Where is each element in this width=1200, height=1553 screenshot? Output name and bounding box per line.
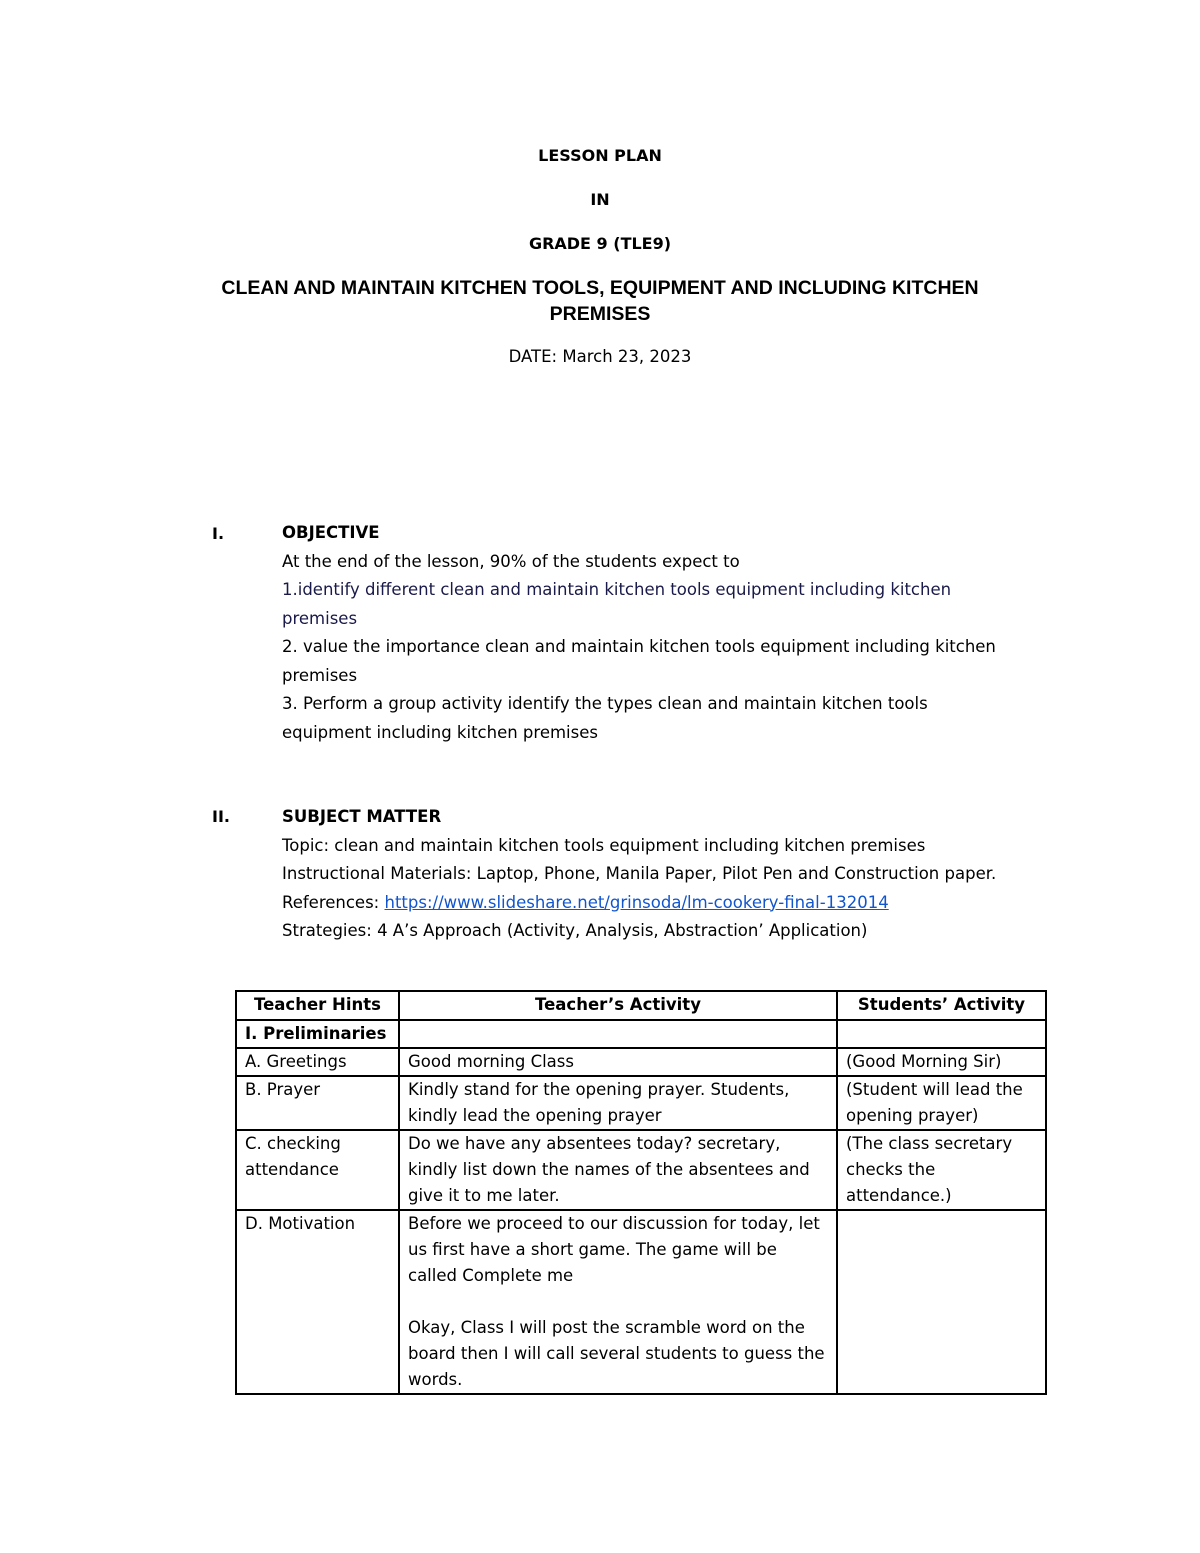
row-teacher-activity: Do we have any absentees today? secretary, kindly list down the names of the absentees and give it to me later.: [399, 1130, 837, 1210]
references-link[interactable]: https://www.slideshare.net/grinsoda/lm-cookery-final-132014: [384, 892, 889, 912]
subject-matter-heading: SUBJECT MATTER: [282, 807, 442, 826]
table-row: [236, 1076, 1046, 1130]
table-row: [236, 1130, 1046, 1210]
lesson-activity-table: [235, 990, 1047, 1395]
objective-numeral: I.: [212, 524, 225, 543]
objective-item-2-line1: 2. value the importance clean and maintain kitchen tools equipment including kitchen: [282, 637, 996, 656]
objective-item-3-line2: equipment including kitchen premises: [282, 722, 598, 742]
objective-intro: At the end of the lesson, 90% of the students expect to: [282, 551, 740, 571]
header-teacher-hints: Teacher Hints: [236, 991, 399, 1020]
row-hint: I. Preliminaries: [236, 1020, 399, 1048]
row-hint: A. Greetings: [236, 1048, 399, 1076]
row-hint: B. Prayer: [236, 1076, 399, 1130]
header-teachers-activity: Teacher’s Activity: [399, 991, 837, 1020]
header-students-activity: Students’ Activity: [837, 991, 1046, 1020]
row-students-activity: (The class secretary checks the attendance.): [837, 1130, 1046, 1210]
objective-heading: OBJECTIVE: [282, 523, 380, 542]
row-students-activity: (Good Morning Sir): [837, 1048, 1046, 1076]
subject-matter-body: [282, 803, 1052, 946]
subject-materials: Instructional Materials: Laptop, Phone, Manila Paper, Pilot Pen and Construction paper.: [282, 864, 997, 883]
row-hint: C. checking attendance: [236, 1130, 399, 1210]
row-teacher-activity: Kindly stand for the opening prayer. Students, kindly lead the opening prayer: [399, 1076, 837, 1130]
objective-item-1-line1: 1.identify different clean and maintain kitchen tools equipment including kitchen: [282, 580, 952, 599]
lesson-title-line1: CLEAN AND MAINTAIN KITCHEN TOOLS, EQUIPMENT AND INCLUDING KITCHEN: [221, 277, 979, 299]
row-hint: D. Motivation: [236, 1210, 399, 1394]
doc-heading-in: IN: [590, 190, 610, 209]
doc-heading-grade: GRADE 9 (TLE9): [528, 234, 672, 253]
references-label: References:: [282, 892, 385, 912]
subject-matter-numeral: II.: [212, 807, 230, 826]
lesson-title: [0, 275, 1200, 327]
objective-item-2-line2: premises: [282, 665, 358, 685]
table-row: [236, 1210, 1046, 1394]
subject-references: [282, 889, 1052, 918]
row-teacher-activity: [399, 1020, 837, 1048]
row-teacher-activity: [399, 1210, 837, 1394]
lesson-date: DATE: March 23, 2023: [508, 347, 692, 366]
row-students-activity: [837, 1210, 1046, 1394]
motivation-paragraph-1: Before we proceed to our discussion for today, let us first have a short game. The game will be called Complete me: [408, 1214, 820, 1285]
doc-heading-lesson-plan: LESSON PLAN: [538, 146, 662, 165]
subject-strategies: Strategies: 4 A’s Approach (Activity, Analysis, Abstraction’ Application): [282, 921, 868, 940]
table-row: [236, 1020, 1046, 1048]
row-teacher-activity: Good morning Class: [399, 1048, 837, 1076]
objective-body: [282, 519, 1052, 747]
table-header-row: [236, 991, 1046, 1020]
row-students-activity: [837, 1020, 1046, 1048]
objective-item-1-line2: premises: [282, 608, 358, 628]
subject-topic: Topic: clean and maintain kitchen tools equipment including kitchen premises: [282, 835, 926, 855]
row-students-activity: (Student will lead the opening prayer): [837, 1076, 1046, 1130]
table-row: [236, 1048, 1046, 1076]
objective-item-3-line1: 3. Perform a group activity identify the types clean and maintain kitchen tools: [282, 694, 928, 713]
lesson-title-line2: PREMISES: [549, 303, 651, 325]
motivation-paragraph-2: Okay, Class I will post the scramble word on the board then I will call several students to guess the words.: [408, 1318, 825, 1389]
